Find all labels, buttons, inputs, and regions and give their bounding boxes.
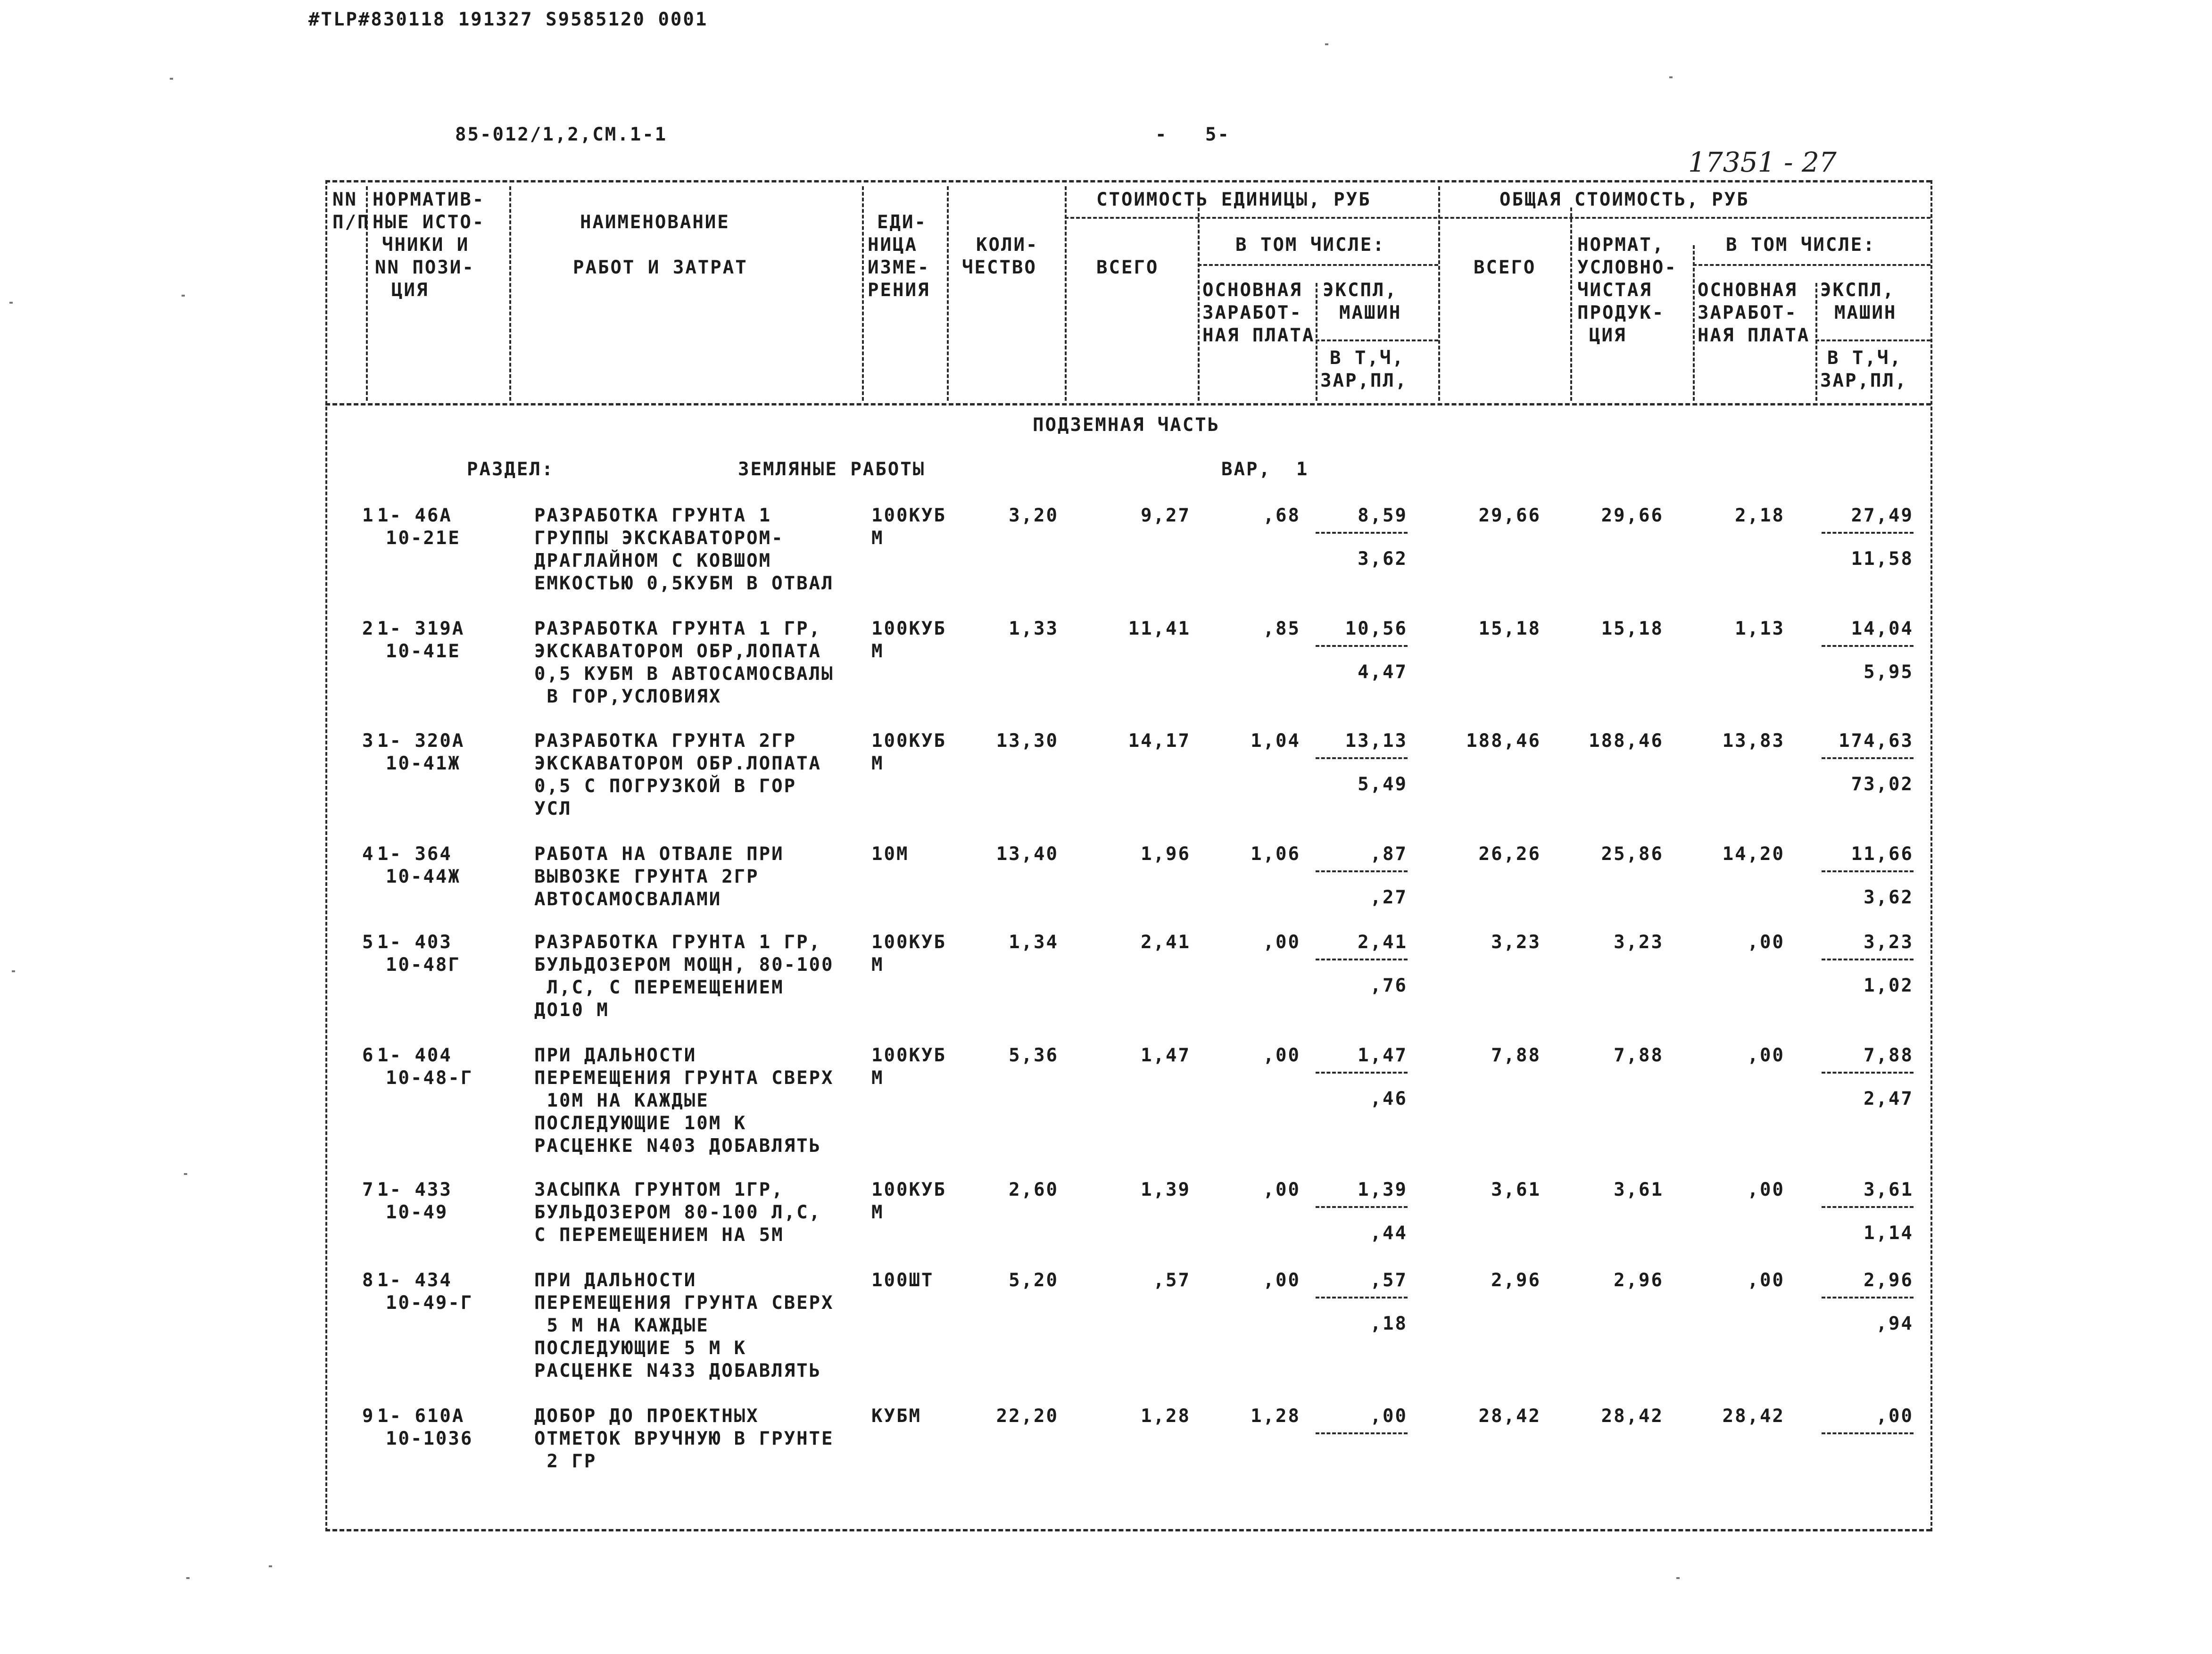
total-wage: ,00	[1747, 1270, 1785, 1291]
header-divider	[1198, 207, 1200, 401]
total-cost: 15,18	[1478, 618, 1541, 639]
total-cost: 29,66	[1478, 505, 1541, 526]
total-normat: 3,23	[1614, 932, 1664, 953]
work-name-line: ЕМКОСТЬЮ 0,5КУБМ В ОТВАЛ	[534, 573, 834, 594]
unit-cost-machines: 1,47	[1358, 1045, 1408, 1066]
norm-code: 10-41Ж	[386, 753, 461, 774]
total-wage: 28,42	[1722, 1406, 1785, 1427]
total-normat: 29,66	[1601, 505, 1664, 526]
subtotal-dash-line	[1316, 870, 1408, 872]
scan-speck	[269, 1565, 272, 1567]
total-cost: 28,42	[1478, 1406, 1541, 1427]
work-name-line: ОТМЕТОК ВРУЧНУЮ В ГРУНТЕ	[534, 1428, 834, 1449]
header-total-vsego: ВСЕГО	[1474, 257, 1536, 278]
row-number: 3	[362, 730, 375, 752]
work-name-line: ПЕРЕМЕЩЕНИЯ ГРУНТА СВЕРХ	[534, 1292, 834, 1314]
header-unit: ИЗМЕ-	[868, 257, 930, 278]
subtotal-dash-line	[1822, 959, 1914, 960]
table-right-border	[1930, 180, 1932, 1531]
norm-code: 10-44Ж	[386, 866, 461, 887]
scan-speck	[170, 78, 173, 80]
work-name-line: ВЫВОЗКЕ ГРУНТА 2ГР	[534, 866, 759, 887]
unit-cost-machine-wage: 5,49	[1358, 774, 1408, 795]
header-divider	[1570, 207, 1572, 401]
unit-cost-machines: 8,59	[1358, 505, 1408, 526]
row-number: 6	[362, 1045, 375, 1066]
unit-cost-machines: 13,13	[1345, 730, 1408, 752]
document-reference: 85-012/1,2,СМ.1-1	[455, 124, 668, 145]
work-name-line: РАЗРАБОТКА ГРУНТА 2ГР	[534, 730, 797, 752]
subtotal-dash-line	[1822, 1206, 1914, 1208]
unit-cost-wage: ,00	[1263, 932, 1301, 953]
work-name-line: ГРУППЫ ЭКСКАВАТОРОМ-	[534, 528, 784, 549]
total-cost: 7,88	[1491, 1045, 1541, 1066]
header-divider	[862, 186, 864, 401]
unit-of-measure: 100ШТ	[871, 1270, 934, 1291]
scan-speck	[186, 1577, 190, 1579]
unit-of-measure: М	[871, 528, 884, 549]
norm-code: 10-49-Г	[386, 1292, 473, 1314]
header-subline	[1065, 217, 1930, 219]
subtotal-dash-line	[1316, 1297, 1408, 1298]
norm-code: 10-1036	[386, 1428, 473, 1449]
total-machines: 14,04	[1851, 618, 1914, 639]
work-name-line: УСЛ	[534, 798, 572, 819]
header-wage: НАЯ ПЛАТА	[1202, 325, 1315, 346]
quantity: 3,20	[1009, 505, 1059, 526]
unit-cost-wage: 1,28	[1251, 1406, 1301, 1427]
header-bottom-border	[325, 403, 1931, 405]
norm-code: 10-41Е	[386, 641, 461, 662]
unit-cost-machine-wage: ,27	[1370, 887, 1408, 908]
norm-code: 1- 364	[377, 844, 452, 865]
unit-cost-machines: 10,56	[1345, 618, 1408, 639]
header-total-machines: ЭКСПЛ,	[1820, 280, 1895, 301]
page-number: - 5-	[1155, 124, 1230, 145]
unit-cost-total: 9,27	[1141, 505, 1191, 526]
total-wage: 13,83	[1722, 730, 1785, 752]
work-name-line: РАСЦЕНКЕ N433 ДОБАВЛЯТЬ	[534, 1360, 822, 1381]
total-machines: 3,23	[1864, 932, 1914, 953]
total-cost: 3,61	[1491, 1179, 1541, 1200]
work-name-line: РАСЦЕНКЕ N403 ДОБАВЛЯТЬ	[534, 1135, 822, 1157]
work-name-line: 0,5 КУБМ В АВТОСАМОСВАЛЫ	[534, 663, 834, 685]
unit-cost-total: ,57	[1153, 1270, 1191, 1291]
work-name-line: ПОСЛЕДУЮЩИЕ 10М К	[534, 1113, 747, 1134]
header-normat: ПРОДУК-	[1577, 302, 1665, 323]
work-name-line: ПОСЛЕДУЮЩИЕ 5 М К	[534, 1338, 747, 1359]
header-subline	[1198, 264, 1438, 266]
subtotal-dash-line	[1822, 1297, 1914, 1298]
total-wage: ,00	[1747, 1045, 1785, 1066]
scan-speck	[9, 302, 13, 304]
norm-code: 1- 610А	[377, 1406, 465, 1427]
unit-cost-total: 1,39	[1141, 1179, 1191, 1200]
work-name-line: ЗАСЫПКА ГРУНТОМ 1ГР,	[534, 1179, 784, 1200]
unit-of-measure: М	[871, 753, 884, 774]
subtotal-dash-line	[1822, 1072, 1914, 1074]
header-machines: ЗАР,ПЛ,	[1320, 370, 1408, 391]
work-name-line: 5 М НА КАЖДЫЕ	[534, 1315, 709, 1336]
subtotal-dash-line	[1316, 757, 1408, 759]
total-wage: ,00	[1747, 1179, 1785, 1200]
work-name-line: ДО10 М	[534, 1000, 609, 1021]
unit-cost-wage: 1,04	[1251, 730, 1301, 752]
subtotal-dash-line	[1822, 757, 1914, 759]
subtotal-dash-line	[1822, 532, 1914, 534]
header-name: НАИМЕНОВАНИЕ	[580, 212, 730, 233]
norm-code: 10-48-Г	[386, 1067, 473, 1089]
unit-cost-machine-wage: ,18	[1370, 1313, 1408, 1334]
unit-cost-wage: ,85	[1263, 618, 1301, 639]
work-name-line: ДРАГЛАЙНОМ С КОВШОМ	[534, 550, 772, 571]
subtotal-dash-line	[1316, 645, 1408, 647]
table-top-border	[325, 180, 1931, 182]
quantity: 1,34	[1009, 932, 1059, 953]
header-unit-cost: СТОИМОСТЬ ЕДИНИЦЫ, РУБ	[1096, 189, 1371, 210]
total-normat: 15,18	[1601, 618, 1664, 639]
total-machine-wage: ,94	[1876, 1313, 1914, 1334]
norm-code: 1- 320А	[377, 730, 465, 752]
total-machine-wage: 1,14	[1864, 1223, 1914, 1244]
work-name-line: ДОБОР ДО ПРОЕКТНЫХ	[534, 1406, 759, 1427]
total-cost: 188,46	[1466, 730, 1541, 752]
total-normat: 28,42	[1601, 1406, 1664, 1427]
total-normat: 2,96	[1614, 1270, 1664, 1291]
header-machines: В Т,Ч,	[1330, 347, 1405, 369]
header-norm: НОРМАТИВ-	[373, 189, 485, 210]
header-divider	[1693, 245, 1695, 401]
unit-cost-machines: ,00	[1370, 1406, 1408, 1427]
header-unit: НИЦА	[868, 234, 918, 256]
subtotal-dash-line	[1822, 870, 1914, 872]
unit-cost-total: 14,17	[1128, 730, 1191, 752]
unit-cost-machines: 1,39	[1358, 1179, 1408, 1200]
quantity: 13,40	[996, 844, 1059, 865]
total-cost: 2,96	[1491, 1270, 1541, 1291]
work-name-line: ЭКСКАВАТОРОМ ОБР.ЛОПАТА	[534, 753, 822, 774]
norm-code: 1- 319А	[377, 618, 465, 639]
scan-speck	[1325, 43, 1328, 45]
unit-cost-total: 1,28	[1141, 1406, 1191, 1427]
work-name-line: АВТОСАМОСВАЛАМИ	[534, 889, 722, 910]
work-name-line: ПЕРЕМЕЩЕНИЯ ГРУНТА СВЕРХ	[534, 1067, 834, 1089]
header-number: NN	[332, 189, 357, 210]
header-normat: НОРМАТ,	[1577, 234, 1665, 256]
unit-cost-machine-wage: ,46	[1370, 1088, 1408, 1109]
work-name-line: ЭКСКАВАТОРОМ ОБР,ЛОПАТА	[534, 641, 822, 662]
row-number: 2	[362, 618, 375, 639]
header-vsego: ВСЕГО	[1096, 257, 1159, 278]
total-machines: 7,88	[1864, 1045, 1914, 1066]
unit-cost-total: 2,41	[1141, 932, 1191, 953]
unit-of-measure: 100КУБ	[871, 932, 946, 953]
header-normat: УСЛОВНО-	[1577, 257, 1677, 278]
unit-cost-wage: ,00	[1263, 1045, 1301, 1066]
unit-cost-wage: ,68	[1263, 505, 1301, 526]
row-number: 1	[362, 505, 375, 526]
total-machine-wage: 5,95	[1864, 662, 1914, 683]
unit-cost-machines: ,87	[1370, 844, 1408, 865]
unit-cost-wage: 1,06	[1251, 844, 1301, 865]
scan-speck	[182, 295, 185, 297]
unit-of-measure: 100КУБ	[871, 505, 946, 526]
total-machines: 174,63	[1839, 730, 1914, 752]
unit-cost-total: 11,41	[1128, 618, 1191, 639]
quantity: 5,36	[1009, 1045, 1059, 1066]
header-name: РАБОТ И ЗАТРАТ	[573, 257, 748, 278]
razdel-name: ЗЕМЛЯНЫЕ РАБОТЫ	[738, 459, 926, 480]
total-wage: 1,13	[1735, 618, 1785, 639]
header-quantity: КОЛИ-	[976, 234, 1039, 256]
unit-cost-wage: ,00	[1263, 1270, 1301, 1291]
header-wage: ЗАРАБОТ-	[1202, 302, 1302, 323]
header-total-machines: В Т,Ч,	[1827, 347, 1902, 369]
header-number: П/П	[332, 212, 370, 233]
row-number: 4	[362, 844, 375, 865]
unit-cost-machine-wage: 3,62	[1358, 548, 1408, 570]
subtotal-dash-line	[1822, 645, 1914, 647]
header-divider	[509, 186, 511, 401]
unit-cost-total: 1,96	[1141, 844, 1191, 865]
header-normat: ЧИСТАЯ	[1577, 280, 1652, 301]
scan-speck	[1669, 76, 1673, 78]
work-name-line: БУЛЬДОЗЕРОМ МОЩН, 80-100	[534, 954, 834, 976]
header-norm: ЧНИКИ И	[382, 234, 470, 256]
row-number: 9	[362, 1406, 375, 1427]
work-name-line: РАЗРАБОТКА ГРУНТА 1 ГР,	[534, 932, 822, 953]
header-v-tom-chisle: В ТОМ ЧИСЛЕ:	[1235, 234, 1385, 256]
header-total-machines: ЗАР,ПЛ,	[1820, 370, 1908, 391]
table-bottom-border	[325, 1529, 1931, 1531]
document-code: #TLP#830118 191327 S9585120 0001	[308, 9, 708, 30]
work-name-line: В ГОР,УСЛОВИЯХ	[534, 686, 722, 707]
subtotal-dash-line	[1316, 532, 1408, 534]
norm-code: 10-21Е	[386, 528, 461, 549]
total-wage: 2,18	[1735, 505, 1785, 526]
header-wage: ОСНОВНАЯ	[1202, 280, 1302, 301]
unit-cost-machine-wage: ,76	[1370, 975, 1408, 996]
total-machine-wage: 3,62	[1864, 887, 1914, 908]
unit-cost-machine-wage: 4,47	[1358, 662, 1408, 683]
header-divider	[1815, 283, 1817, 401]
unit-cost-machines: 2,41	[1358, 932, 1408, 953]
handwritten-number: 17351 - 27	[1688, 146, 1837, 178]
work-name-line: 2 ГР	[534, 1451, 597, 1472]
header-total-wage: ЗАРАБОТ-	[1698, 302, 1798, 323]
section-title: ПОДЗЕМНАЯ ЧАСТЬ	[1033, 414, 1220, 436]
row-number: 8	[362, 1270, 375, 1291]
subtotal-dash-line	[1316, 1206, 1408, 1208]
table-left-border	[325, 180, 327, 1531]
quantity: 1,33	[1009, 618, 1059, 639]
scan-speck	[1676, 1577, 1680, 1579]
norm-code: 1- 434	[377, 1270, 452, 1291]
header-divider	[947, 186, 949, 401]
total-machines: 27,49	[1851, 505, 1914, 526]
header-total-v-tom-chisle: В ТОМ ЧИСЛЕ:	[1726, 234, 1876, 256]
subtotal-dash-line	[1316, 1072, 1408, 1074]
header-machines: ЭКСПЛ,	[1323, 280, 1398, 301]
work-name-line: ПРИ ДАЛЬНОСТИ	[534, 1045, 697, 1066]
header-normat: ЦИЯ	[1589, 325, 1627, 346]
unit-of-measure: М	[871, 954, 884, 976]
unit-of-measure: КУБМ	[871, 1406, 921, 1427]
subtotal-dash-line	[1316, 1432, 1408, 1434]
subtotal-dash-line	[1316, 959, 1408, 960]
work-name-line: 0,5 С ПОГРУЗКОЙ В ГОР	[534, 776, 797, 797]
work-name-line: БУЛЬДОЗЕРОМ 80-100 Л,С,	[534, 1202, 822, 1223]
header-divider	[1316, 283, 1317, 401]
quantity: 13,30	[996, 730, 1059, 752]
header-subline	[1316, 339, 1438, 341]
unit-of-measure: 100КУБ	[871, 1045, 946, 1066]
total-machine-wage: 1,02	[1864, 975, 1914, 996]
variant-label: ВАР, 1	[1221, 459, 1309, 480]
total-normat: 7,88	[1614, 1045, 1664, 1066]
header-unit: РЕНИЯ	[868, 280, 930, 301]
total-machine-wage: 73,02	[1851, 774, 1914, 795]
quantity: 2,60	[1009, 1179, 1059, 1200]
work-name-line: РАЗРАБОТКА ГРУНТА 1 ГР,	[534, 618, 822, 639]
norm-code: 10-48Г	[386, 954, 461, 976]
unit-cost-total: 1,47	[1141, 1045, 1191, 1066]
quantity: 5,20	[1009, 1270, 1059, 1291]
header-norm: ЦИЯ	[391, 280, 429, 301]
total-machines: 3,61	[1864, 1179, 1914, 1200]
norm-code: 1- 404	[377, 1045, 452, 1066]
unit-of-measure: 10М	[871, 844, 909, 865]
header-total-wage: НАЯ ПЛАТА	[1698, 325, 1810, 346]
unit-cost-wage: ,00	[1263, 1179, 1301, 1200]
total-machine-wage: 11,58	[1851, 548, 1914, 570]
header-quantity: ЧЕСТВО	[962, 257, 1037, 278]
unit-cost-machine-wage: ,44	[1370, 1223, 1408, 1244]
total-wage: 14,20	[1722, 844, 1785, 865]
unit-of-measure: М	[871, 1067, 884, 1089]
quantity: 22,20	[996, 1406, 1059, 1427]
header-total-cost: ОБЩАЯ СТОИМОСТЬ, РУБ	[1500, 189, 1749, 210]
total-machines: 2,96	[1864, 1270, 1914, 1291]
work-name-line: РАБОТА НА ОТВАЛЕ ПРИ	[534, 844, 784, 865]
scan-speck	[184, 1173, 187, 1175]
header-norm: НЫЕ ИСТО-	[373, 212, 485, 233]
unit-of-measure: 100КУБ	[871, 618, 946, 639]
header-total-wage: ОСНОВНАЯ	[1698, 280, 1798, 301]
total-cost: 3,23	[1491, 932, 1541, 953]
work-name-line: РАЗРАБОТКА ГРУНТА 1	[534, 505, 772, 526]
work-name-line: Л,С, С ПЕРЕМЕЩЕНИЕМ	[534, 977, 784, 998]
total-normat: 3,61	[1614, 1179, 1664, 1200]
norm-code: 1- 433	[377, 1179, 452, 1200]
work-name-line: 10М НА КАЖДЫЕ	[534, 1090, 709, 1111]
total-wage: ,00	[1747, 932, 1785, 953]
total-machines: 11,66	[1851, 844, 1914, 865]
header-unit: ЕДИ-	[877, 212, 927, 233]
total-normat: 25,86	[1601, 844, 1664, 865]
row-number: 5	[362, 932, 375, 953]
row-number: 7	[362, 1179, 375, 1200]
total-machines: ,00	[1876, 1406, 1914, 1427]
total-machine-wage: 2,47	[1864, 1088, 1914, 1109]
unit-of-measure: М	[871, 641, 884, 662]
subtotal-dash-line	[1822, 1432, 1914, 1434]
header-machines: МАШИН	[1339, 302, 1402, 323]
scan-speck	[12, 970, 15, 972]
unit-cost-machines: ,57	[1370, 1270, 1408, 1291]
header-total-machines: МАШИН	[1834, 302, 1897, 323]
unit-of-measure: М	[871, 1202, 884, 1223]
unit-of-measure: 100КУБ	[871, 730, 946, 752]
unit-of-measure: 100КУБ	[871, 1179, 946, 1200]
total-cost: 26,26	[1478, 844, 1541, 865]
work-name-line: ПРИ ДАЛЬНОСТИ	[534, 1270, 697, 1291]
header-subline	[1693, 264, 1930, 266]
norm-code: 1- 46А	[377, 505, 452, 526]
header-subline	[1815, 339, 1930, 341]
razdel-label: РАЗДЕЛ:	[467, 459, 555, 480]
norm-code: 10-49	[386, 1202, 448, 1223]
header-norm: NN ПОЗИ-	[375, 257, 475, 278]
norm-code: 1- 403	[377, 932, 452, 953]
total-normat: 188,46	[1589, 730, 1664, 752]
work-name-line: С ПЕРЕМЕЩЕНИЕМ НА 5М	[534, 1224, 784, 1246]
